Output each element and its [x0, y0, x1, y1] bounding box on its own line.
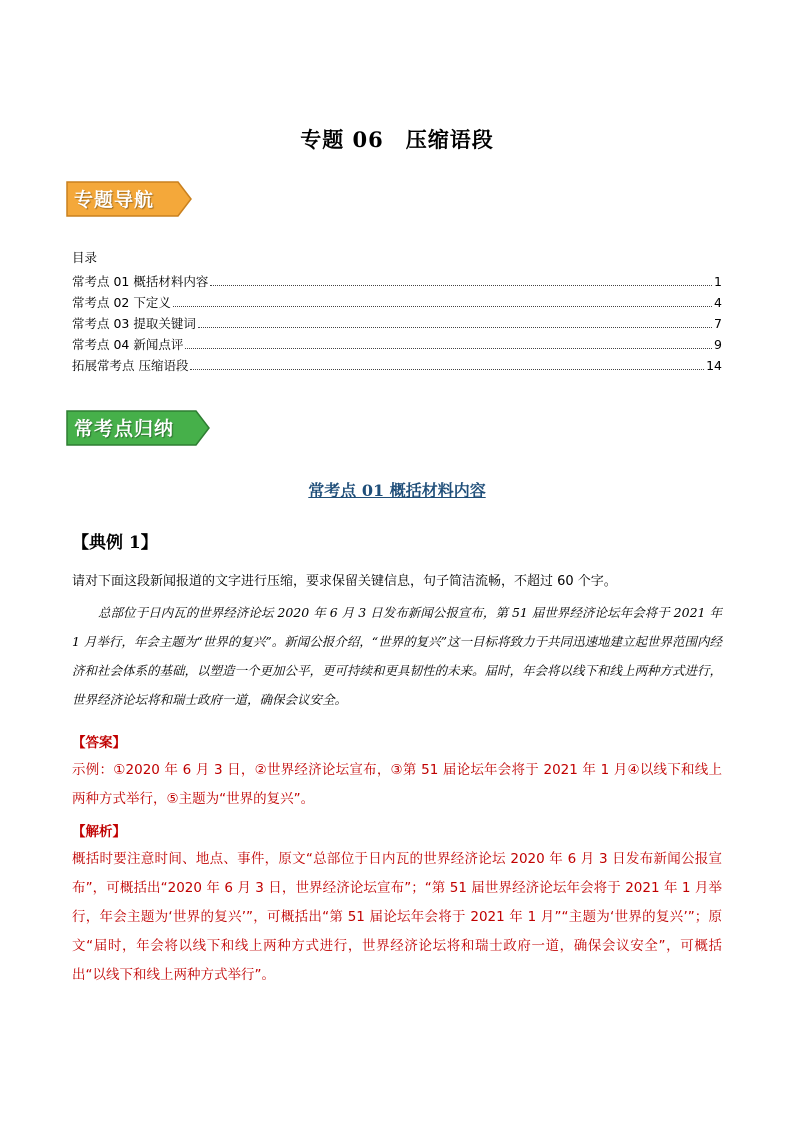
toc-leader-dots	[190, 369, 704, 370]
toc-item-label: 常考点 02 下定义	[72, 295, 171, 310]
toc-leader-dots	[210, 285, 712, 286]
banner-label: 专题导航	[74, 189, 155, 211]
toc-item-label: 拓展常考点 压缩语段	[72, 358, 189, 373]
toc-item[interactable]	[72, 291, 722, 312]
question-text: 请对下面这段新闻报道的文字进行压缩，要求保留关键信息，句子简洁流畅，不超过 60 个字。	[72, 574, 617, 589]
toc-heading: 目录	[72, 250, 98, 265]
toc-leader-dots	[198, 327, 712, 328]
answer-label: 【答案】	[72, 735, 126, 751]
toc-item-label: 常考点 03 提取关键词	[72, 316, 196, 331]
section-heading[interactable]: 常考点 01 概括材料内容	[308, 481, 486, 500]
toc-item[interactable]	[72, 354, 722, 375]
common-points-banner	[66, 410, 210, 446]
toc-item-page: 14	[706, 358, 722, 373]
example-label: 【典例 1】	[72, 533, 158, 553]
table-of-contents	[72, 248, 722, 375]
toc-item-page: 9	[714, 337, 722, 352]
answer-text: 示例：①2020 年 6 月 3 日，②世界经济论坛宣布，③第 51 届论坛年会将于 2021 年 1 月④以线下和线上两种方式举行，⑤主题为“世界的复兴”。	[72, 762, 722, 807]
toc-item-page: 4	[714, 295, 722, 310]
toc-leader-dots	[185, 348, 712, 349]
news-passage: 总部位于日内瓦的世界经济论坛 2020 年 6 月 3 日发布新闻公报宣布，第 51 届世界经济论坛年会将于 2021 年 1 月举行，年会主题为“世界的复兴”。新闻公报介绍，“世界的复兴”这一目标将致力于共同迅速地建立起世界范围内经济和社会体系的基础，以塑造一个更加公平，更可持续和更具韧性的未来。届时，年会将以线下和线上两种方式进行，世界经济论坛将和瑞士政府一道，确保会议安全。	[72, 605, 723, 707]
analysis-text: 概括时要注意时间、地点、事件，原文“总部位于日内瓦的世界经济论坛 2020 年 6 月 3 日发布新闻公报宣布”，可概括出“2020 年 6 月 3 日，世界经济论坛宣布”；“第 51 届世界经济论坛年会将于 2021 年 1 月举行，年会主题为‘世界的复兴’”，可概括出“第 51 届论坛年会将于 2021 年 1 月”“主题为‘世界的复兴’”；原文“届时，年会将以线下和线上两种方式进行，世界经济论坛将和瑞士政府一道，确保会议安全”，可概括出“以线下和线上两种方式举行”。	[72, 851, 722, 983]
toc-item-page: 7	[714, 316, 722, 331]
banner-label: 常考点归纳	[74, 418, 175, 440]
toc-item-label: 常考点 04 新闻点评	[72, 337, 184, 352]
analysis-label: 【解析】	[72, 824, 126, 840]
toc-item-page: 1	[714, 274, 722, 289]
toc-item-label: 常考点 01 概括材料内容	[72, 274, 209, 289]
toc-item[interactable]	[72, 312, 722, 333]
toc-item[interactable]	[72, 270, 722, 291]
toc-item[interactable]	[72, 333, 722, 354]
toc-leader-dots	[173, 306, 712, 307]
page-title: 专题 06 压缩语段	[300, 127, 494, 152]
topic-navigation-banner	[66, 181, 192, 217]
